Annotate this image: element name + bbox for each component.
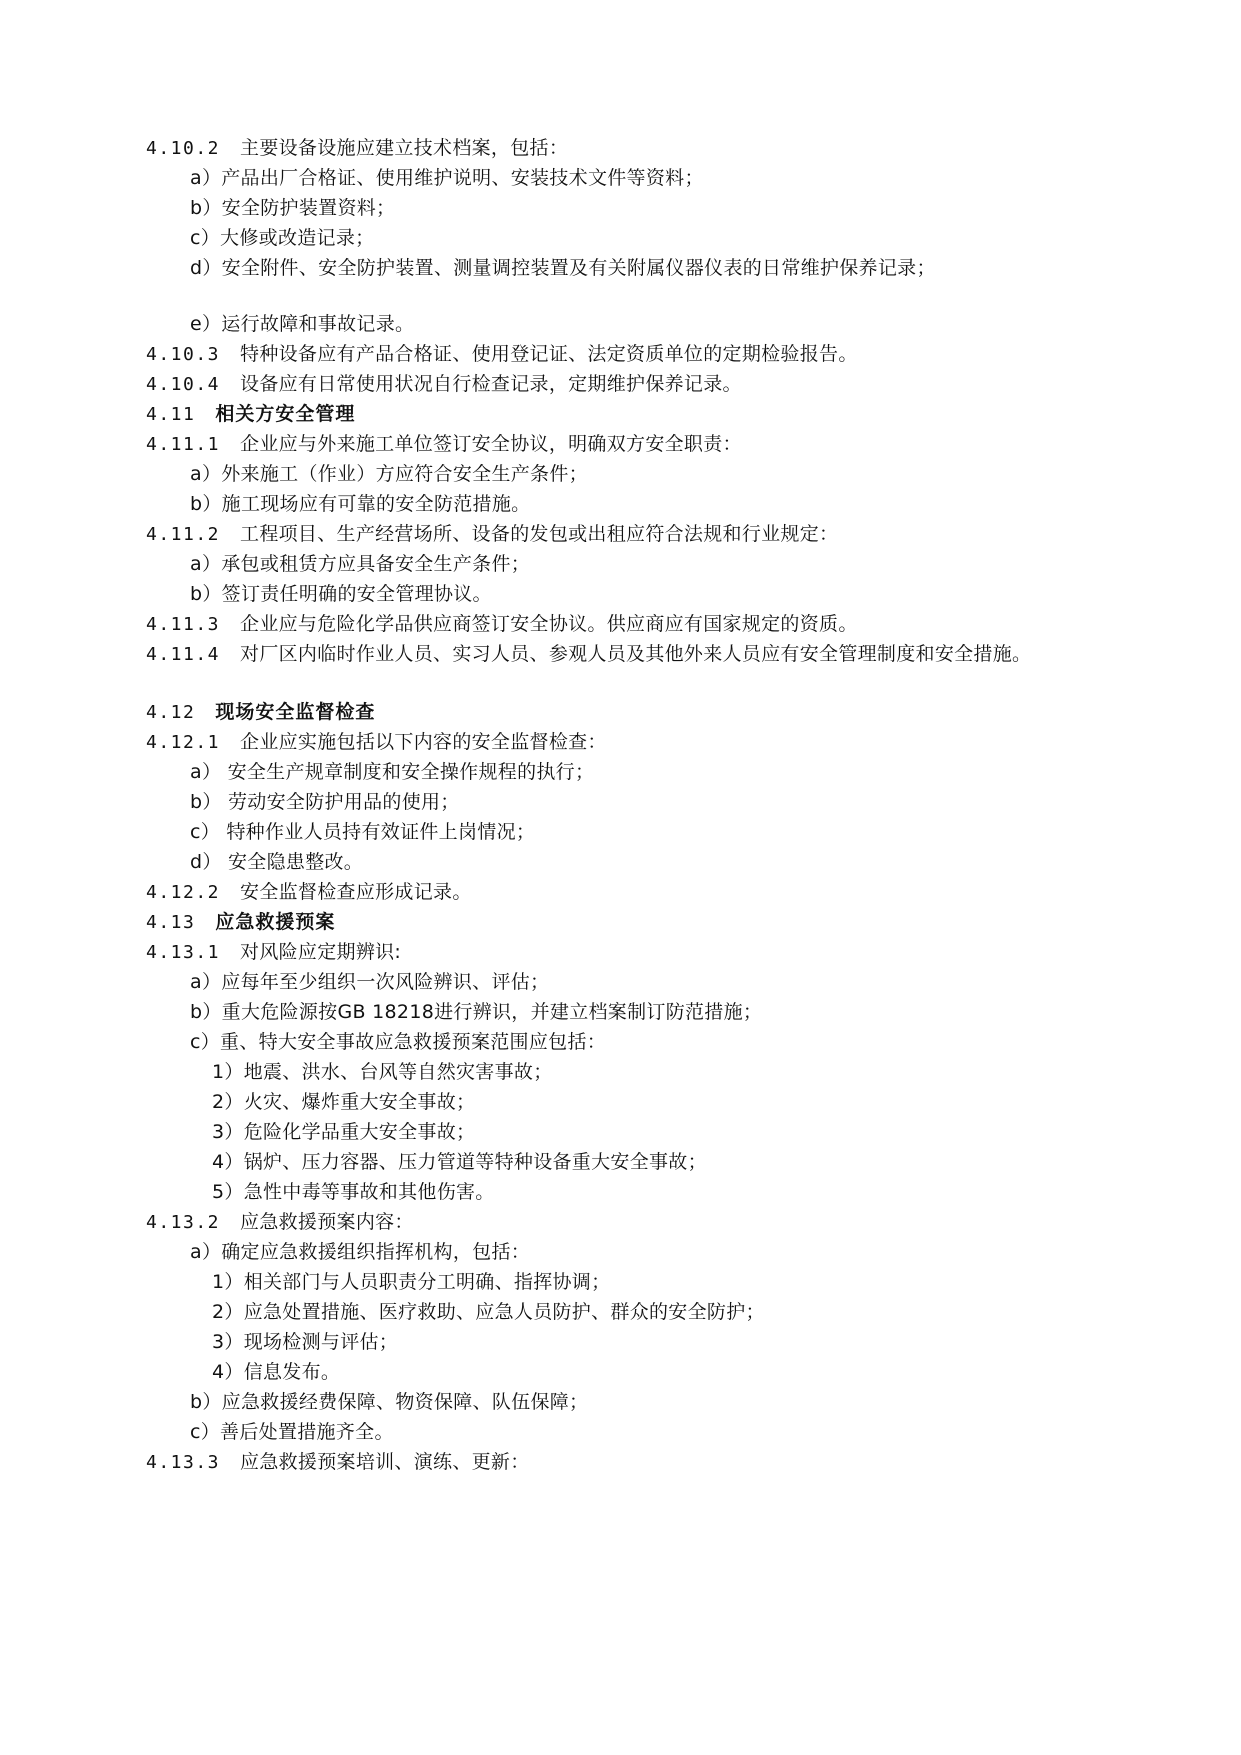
clause-4-11-4 — [146, 642, 1031, 667]
clause-4-10-4 — [146, 372, 742, 397]
list-item-text: c）重、特大安全事故应急救援预案范围应包括： — [190, 1031, 607, 1053]
list-item — [190, 1390, 588, 1414]
sub-list-item-text: 1）地震、洪水、台风等自然灾害事故； — [212, 1061, 553, 1083]
list-item — [190, 1030, 606, 1054]
list-item — [190, 760, 594, 784]
clause-number: 4.12.1 — [146, 732, 221, 753]
list-item — [190, 1240, 530, 1264]
sub-list-item — [212, 1360, 340, 1384]
section-4-13-heading — [146, 910, 335, 935]
list-item — [190, 790, 460, 814]
list-item — [190, 850, 363, 874]
sub-list-item — [212, 1120, 475, 1144]
clause-number: 4.13.3 — [146, 1452, 221, 1473]
clause-text: 企业应与危险化学品供应商签订安全协议。供应商应有国家规定的资质。 — [240, 613, 858, 635]
list-item-text: c） 特种作业人员持有效证件上岗情况； — [190, 821, 536, 843]
sub-list-item — [212, 1060, 553, 1084]
sub-list-item — [212, 1180, 495, 1204]
list-item — [190, 970, 549, 994]
clause-number: 4.11.1 — [146, 434, 221, 455]
clause-4-10-2 — [146, 136, 568, 161]
clause-number: 4.12.2 — [146, 882, 221, 903]
list-item-text: b）签订责任明确的安全管理协议。 — [190, 583, 492, 605]
clause-text: 设备应有日常使用状况自行检查记录，定期维护保养记录。 — [240, 373, 742, 395]
list-item-text: a）承包或租赁方应具备安全生产条件； — [190, 553, 531, 575]
clause-number: 4.10.2 — [146, 138, 221, 159]
list-item-text: b） 劳动安全防护用品的使用； — [190, 791, 460, 813]
list-item — [190, 256, 936, 280]
clause-text: 安全监督检查应形成记录。 — [240, 881, 472, 903]
list-item — [190, 462, 588, 486]
list-item-text: d）安全附件、安全防护装置、测量调控装置及有关附属仪器仪表的日常维护保养记录； — [190, 257, 936, 279]
clause-text: 对厂区内临时作业人员、实习人员、参观人员及其他外来人员应有安全管理制度和安全措施。 — [240, 643, 1032, 665]
section-4-11-heading — [146, 402, 355, 427]
list-item-text: d） 安全隐患整改。 — [190, 851, 364, 873]
clause-number: 4.11.4 — [146, 644, 221, 665]
clause-text: 特种设备应有产品合格证、使用登记证、法定资质单位的定期检验报告。 — [240, 343, 858, 365]
list-item-text: a）外来施工（作业）方应符合安全生产条件； — [190, 463, 588, 485]
list-item-text: a） 安全生产规章制度和安全操作规程的执行； — [190, 761, 595, 783]
sub-list-item — [212, 1300, 765, 1324]
clause-4-12-2 — [146, 880, 472, 905]
section-title: 相关方安全管理 — [215, 403, 356, 425]
clause-text: 应急救援预案培训、演练、更新： — [240, 1451, 530, 1473]
clause-4-13-1 — [146, 940, 401, 965]
sub-list-item-text: 5）急性中毒等事故和其他伤害。 — [212, 1181, 495, 1203]
sub-list-item-text: 2）火灾、爆炸重大安全事故； — [212, 1091, 476, 1113]
section-number: 4.11 — [146, 404, 196, 425]
list-item-text: a）应每年至少组织一次风险辨识、评估； — [190, 971, 550, 993]
clause-text: 工程项目、生产经营场所、设备的发包或出租应符合法规和行业规定： — [240, 523, 839, 545]
clause-4-11-1 — [146, 432, 742, 457]
clause-4-13-2 — [146, 1210, 414, 1235]
section-number: 4.12 — [146, 702, 196, 723]
clause-4-12-1 — [146, 730, 607, 755]
clause-4-10-3 — [146, 342, 858, 367]
section-number: 4.13 — [146, 912, 196, 933]
clause-number: 4.11.3 — [146, 614, 221, 635]
list-item — [190, 196, 395, 220]
list-item-text: c）大修或改造记录； — [190, 227, 375, 249]
sub-list-item-text: 2）应急处置措施、医疗救助、应急人员防护、群众的安全防护； — [212, 1301, 765, 1323]
list-item-text: b）安全防护装置资料； — [190, 197, 396, 219]
list-item-text: a）确定应急救援组织指挥机构，包括： — [190, 1241, 531, 1263]
sub-list-item-text: 4）信息发布。 — [212, 1361, 341, 1383]
list-item — [190, 1000, 762, 1024]
list-item — [190, 492, 530, 516]
clause-number: 4.10.4 — [146, 374, 221, 395]
clause-4-11-3 — [146, 612, 858, 637]
sub-list-item — [212, 1330, 398, 1354]
clause-number: 4.13.2 — [146, 1212, 221, 1233]
clause-text: 企业应与外来施工单位签订安全协议，明确双方安全职责： — [240, 433, 742, 455]
list-item-text: e）运行故障和事故记录。 — [190, 313, 415, 335]
section-title: 现场安全监督检查 — [215, 701, 376, 723]
list-item-text: b）应急救援经费保障、物资保障、队伍保障； — [190, 1391, 589, 1413]
clause-number: 4.11.2 — [146, 524, 221, 545]
sub-list-item-text: 4）锅炉、压力容器、压力管道等特种设备重大安全事故； — [212, 1151, 707, 1173]
section-4-12-heading — [146, 700, 375, 725]
clause-4-13-3 — [146, 1450, 530, 1475]
sub-list-item-text: 1）相关部门与人员职责分工明确、指挥协调； — [212, 1271, 611, 1293]
list-item — [190, 582, 492, 606]
clause-text: 企业应实施包括以下内容的安全监督检查： — [240, 731, 607, 753]
list-item — [190, 552, 530, 576]
clause-text: 对风险应定期辨识: — [240, 941, 402, 963]
list-item — [190, 1420, 394, 1444]
clause-text: 应急救援预案内容： — [240, 1211, 414, 1233]
clause-number: 4.13.1 — [146, 942, 221, 963]
list-item-text: a）产品出厂合格证、使用维护说明、安装技术文件等资料； — [190, 167, 704, 189]
list-item — [190, 166, 704, 190]
list-item-text: b）施工现场应有可靠的安全防范措施。 — [190, 493, 531, 515]
list-item — [190, 226, 374, 250]
list-item — [190, 312, 414, 336]
sub-list-item — [212, 1270, 610, 1294]
clause-4-11-2 — [146, 522, 838, 547]
list-item-text: c）善后处置措施齐全。 — [190, 1421, 394, 1443]
sub-list-item-text: 3）现场检测与评估； — [212, 1331, 399, 1353]
sub-list-item — [212, 1150, 707, 1174]
sub-list-item — [212, 1090, 475, 1114]
clause-text: 主要设备设施应建立技术档案，包括： — [240, 137, 569, 159]
section-title: 应急救援预案 — [215, 911, 336, 933]
list-item — [190, 820, 535, 844]
clause-number: 4.10.3 — [146, 344, 221, 365]
sub-list-item-text: 3）危险化学品重大安全事故； — [212, 1121, 476, 1143]
list-item-text: b）重大危险源按GB 18218进行辨识，并建立档案制订防范措施； — [190, 1001, 763, 1023]
